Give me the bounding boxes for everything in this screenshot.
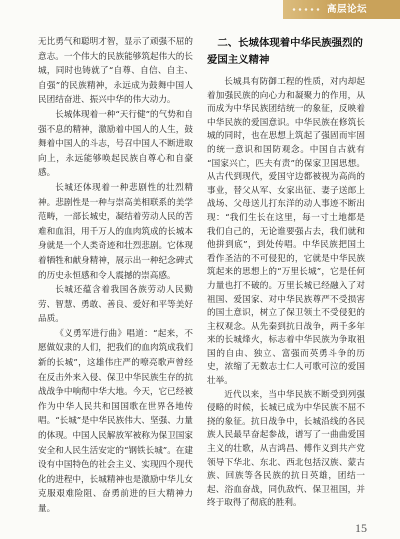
paragraph: 近代以来，当中华民族不断受到列强侵略的时候，长城已成为中华民族不屈不挠的象征。抗日战争中，长城沿线的各民族人民最早奋起参战，谱写了一曲曲爱国主义的壮歌，从吉鸿昌、傅作义到共产党领导下华北、东北、西北包括汉族、蒙古族、回族等各民族的抗日英雄，团结一起、浴血奋战，同仇敌忾、保卫祖国，并终于取得了彻底的胜利。 bbox=[207, 389, 365, 509]
section-label: 高层论坛 bbox=[327, 4, 368, 15]
paragraph: 长城体现着一种“天行健”的气势和自强不息的精神，激励着中国人的人生，鼓舞着中国人的斗志，号召中国人不断进取向上，永远能够唤起民族自尊心和自豪感。 bbox=[38, 109, 193, 179]
left-column bbox=[38, 35, 193, 523]
paragraph-continued: 无比勇气和聪明才智，显示了顽强不屈的意志。一个伟大的民族能够筑起伟大的长城，同时也铸就了“自尊、自信、自主、自强”的民族精神，永远成为鼓舞中国人民团结奋进、振兴中华的伟大动力。 bbox=[38, 37, 193, 106]
right-column bbox=[207, 35, 365, 523]
paragraph: 长城具有防御工程的性质，对内却起着加强民族的向心力和凝聚力的作用，从而成为中华民族团结统一的象征，反映着中华民族的爱国意识。中华民族在修筑长城的同时，也在思想上筑起了强固而牢固的统一意识和国防观念。中国自古就有“国家兴亡，匹夫有责”的保家卫国思想。从古代到现代，爱国守边都被视为高尚的事业，替父从军、女家出征、妻子送郎上战场、父母送儿打东洋的动人事迹不断出现：“我们生长在这里，每一寸土地都是我们自己的，无论谁要强占去，我们就和他拼到底”，到处传唱。中华民族把国土看作圣洁的不可侵犯的，它就是中华民族筑起来的思想上的“万里长城”，它是任何力量也打不破的。万里长城已经融入了对祖国、爱国家、对中华民族尊严不受损害的国土意识，树立了保卫领土不受侵犯的主权观念。从先秦到抗日战争，两千多年来的长城烽火，标志着中华民族为争取祖国的自由、独立、富强而英勇斗争的历史，浓缩了无数志士仁人可歌可泣的爱国壮举。 bbox=[207, 77, 365, 387]
paragraph: 长城还蕴含着我国各族劳动人民勤劳、智慧、勇敢、善良、爱好和平等美好品质。 bbox=[38, 285, 193, 325]
page-number: 15 bbox=[355, 521, 367, 535]
section-banner bbox=[283, 0, 400, 19]
paragraph: 长城还体现着一种悲剧性的壮烈精神。悲剧性是一种与崇高美相联系的美学范畴，一部长城史，凝结着劳动人民的苦难和血泪，用千万人的血肉筑成的长城本身就是一个人类奇迹和壮烈悲剧。它体现着牺牲和献身精神，展示出一种纪念碑式的历史永恒感和令人震撼的崇高感。 bbox=[38, 182, 193, 281]
banner-dots-decoration bbox=[291, 7, 321, 12]
section-heading: 二、长城体现着中华民族强烈的爱国主义精神 bbox=[207, 37, 363, 66]
paragraph: 《义勇军进行曲》唱道：“起来，不愿做奴隶的人们，把我们的血肉筑成我们新的长城”，这雄伟庄严的嘹亮歌声曾经在反击外来入侵、保卫中华民族生存的抗战战争中响彻中华大地。今天，它已经被作为中华人民共和国国歌在世界各地传唱。“长城”是中华民族伟大、坚强、力量的体现。中国人民解放军被称为保卫国家安全和人民生活安定的“钢铁长城”。在建设有中国特色的社会主义、实现四个现代化的进程中，长城精神也是激励中华儿女克服艰难险阻、奋勇前进的巨大精神力量。 bbox=[38, 328, 193, 514]
